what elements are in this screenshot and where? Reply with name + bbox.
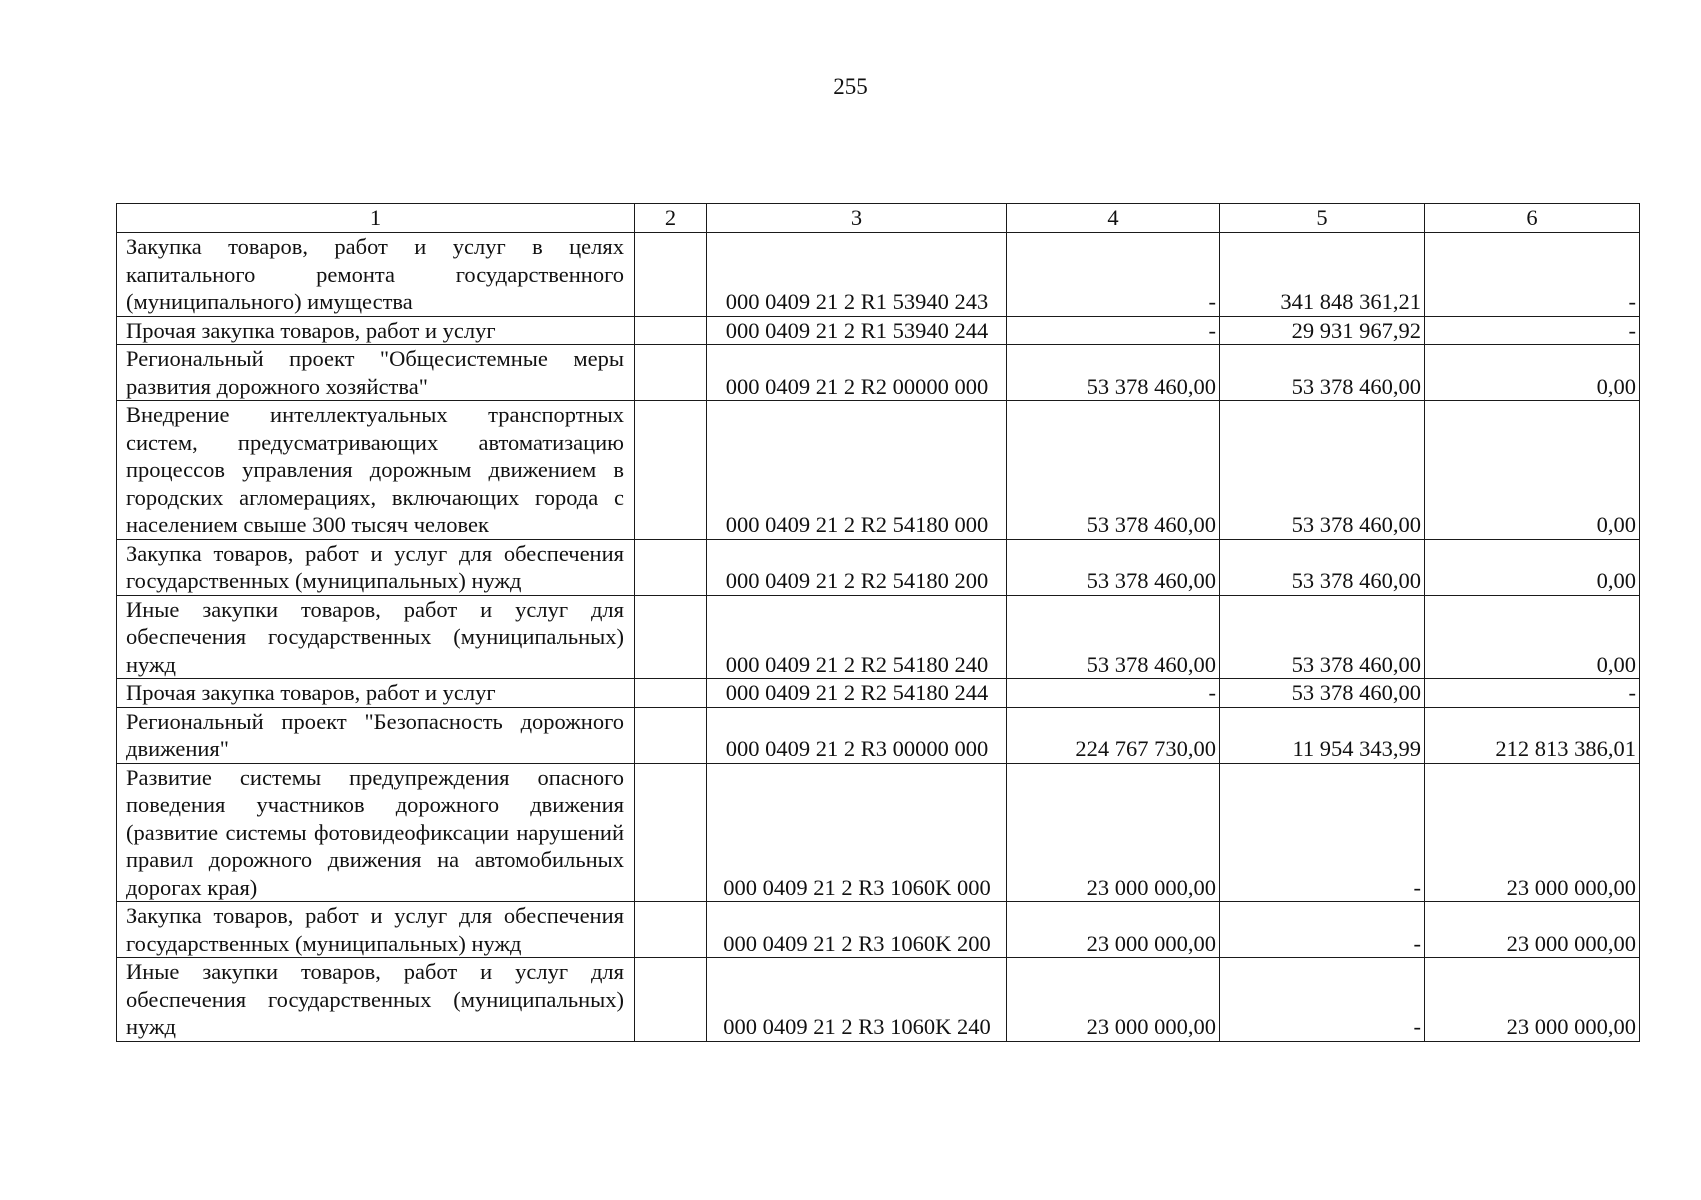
row-name: Региональный проект "Безопасность дорожного движения" (117, 707, 635, 763)
row-value-6: - (1425, 233, 1640, 317)
row-value-5: 53 378 460,00 (1220, 539, 1425, 595)
row-value-5: 53 378 460,00 (1220, 401, 1425, 540)
budget-table (116, 203, 1640, 1042)
row-value-5: - (1220, 763, 1425, 902)
row-value-6: 23 000 000,00 (1425, 763, 1640, 902)
table-row (117, 595, 1640, 679)
column-header: 4 (1007, 204, 1220, 233)
row-code: 000 0409 21 2 R3 1060K 000 (707, 763, 1007, 902)
row-value-5: - (1220, 958, 1425, 1042)
table-row (117, 763, 1640, 902)
row-code: 000 0409 21 2 R1 53940 243 (707, 233, 1007, 317)
table-row (117, 958, 1640, 1042)
column-header: 5 (1220, 204, 1425, 233)
row-value-4: 53 378 460,00 (1007, 539, 1220, 595)
row-value-5: 29 931 967,92 (1220, 316, 1425, 345)
row-value-6: 212 813 386,01 (1425, 707, 1640, 763)
row-name: Иные закупки товаров, работ и услуг для обеспечения государственных (муниципальных) нужд (117, 595, 635, 679)
row-code: 000 0409 21 2 R2 54180 244 (707, 679, 1007, 708)
row-value-5: 11 954 343,99 (1220, 707, 1425, 763)
row-value-6: 0,00 (1425, 345, 1640, 401)
row-col2 (635, 539, 707, 595)
table-row (117, 233, 1640, 317)
table-row (117, 345, 1640, 401)
row-col2 (635, 595, 707, 679)
table-body (117, 233, 1640, 1042)
table-row (117, 679, 1640, 708)
row-name: Закупка товаров, работ и услуг для обеспечения государственных (муниципальных) нужд (117, 902, 635, 958)
row-code: 000 0409 21 2 R2 54180 000 (707, 401, 1007, 540)
table-row (117, 707, 1640, 763)
row-name: Закупка товаров, работ и услуг в целях капитального ремонта государственного (муниципального) имущества (117, 233, 635, 317)
row-col2 (635, 958, 707, 1042)
row-code: 000 0409 21 2 R3 1060K 240 (707, 958, 1007, 1042)
row-name: Развитие системы предупреждения опасного поведения участников дорожного движения (развитие системы фотовидеофиксации нарушений правил дорожного движения на автомобильных дорогах края) (117, 763, 635, 902)
row-col2 (635, 679, 707, 708)
column-header: 1 (117, 204, 635, 233)
row-value-6: 0,00 (1425, 595, 1640, 679)
row-value-4: - (1007, 233, 1220, 317)
row-value-5: 53 378 460,00 (1220, 595, 1425, 679)
row-value-4: 224 767 730,00 (1007, 707, 1220, 763)
row-code: 000 0409 21 2 R2 54180 240 (707, 595, 1007, 679)
row-code: 000 0409 21 2 R3 00000 000 (707, 707, 1007, 763)
row-name: Прочая закупка товаров, работ и услуг (117, 316, 635, 345)
row-col2 (635, 707, 707, 763)
row-value-6: 23 000 000,00 (1425, 902, 1640, 958)
column-header: 6 (1425, 204, 1640, 233)
row-col2 (635, 316, 707, 345)
row-value-6: 23 000 000,00 (1425, 958, 1640, 1042)
row-name: Прочая закупка товаров, работ и услуг (117, 679, 635, 708)
row-value-4: - (1007, 679, 1220, 708)
row-name: Иные закупки товаров, работ и услуг для обеспечения государственных (муниципальных) нужд (117, 958, 635, 1042)
row-value-4: 23 000 000,00 (1007, 763, 1220, 902)
table-header (117, 204, 1640, 233)
row-value-5: 53 378 460,00 (1220, 679, 1425, 708)
row-value-4: 23 000 000,00 (1007, 902, 1220, 958)
row-col2 (635, 401, 707, 540)
row-code: 000 0409 21 2 R3 1060K 200 (707, 902, 1007, 958)
row-value-4: - (1007, 316, 1220, 345)
table-row (117, 902, 1640, 958)
page-number: 255 (833, 74, 868, 99)
row-value-6: 0,00 (1425, 401, 1640, 540)
row-value-4: 53 378 460,00 (1007, 401, 1220, 540)
row-value-6: - (1425, 316, 1640, 345)
table-row (117, 316, 1640, 345)
row-value-5: 53 378 460,00 (1220, 345, 1425, 401)
row-value-5: 341 848 361,21 (1220, 233, 1425, 317)
row-col2 (635, 902, 707, 958)
row-value-6: 0,00 (1425, 539, 1640, 595)
table-row (117, 401, 1640, 540)
header-row (117, 204, 1640, 233)
row-value-4: 53 378 460,00 (1007, 595, 1220, 679)
row-code: 000 0409 21 2 R2 00000 000 (707, 345, 1007, 401)
row-value-5: - (1220, 902, 1425, 958)
row-code: 000 0409 21 2 R2 54180 200 (707, 539, 1007, 595)
row-value-4: 53 378 460,00 (1007, 345, 1220, 401)
row-code: 000 0409 21 2 R1 53940 244 (707, 316, 1007, 345)
row-name: Региональный проект "Общесистемные меры развития дорожного хозяйства" (117, 345, 635, 401)
row-value-6: - (1425, 679, 1640, 708)
row-name: Закупка товаров, работ и услуг для обеспечения государственных (муниципальных) нужд (117, 539, 635, 595)
column-header: 2 (635, 204, 707, 233)
column-header: 3 (707, 204, 1007, 233)
table-row (117, 539, 1640, 595)
row-value-4: 23 000 000,00 (1007, 958, 1220, 1042)
row-col2 (635, 763, 707, 902)
row-name: Внедрение интеллектуальных транспортных систем, предусматривающих автоматизацию процессов управления дорожным движением в городских агломерациях, включающих города с населением свыше 300 тысяч человек (117, 401, 635, 540)
row-col2 (635, 233, 707, 317)
row-col2 (635, 345, 707, 401)
